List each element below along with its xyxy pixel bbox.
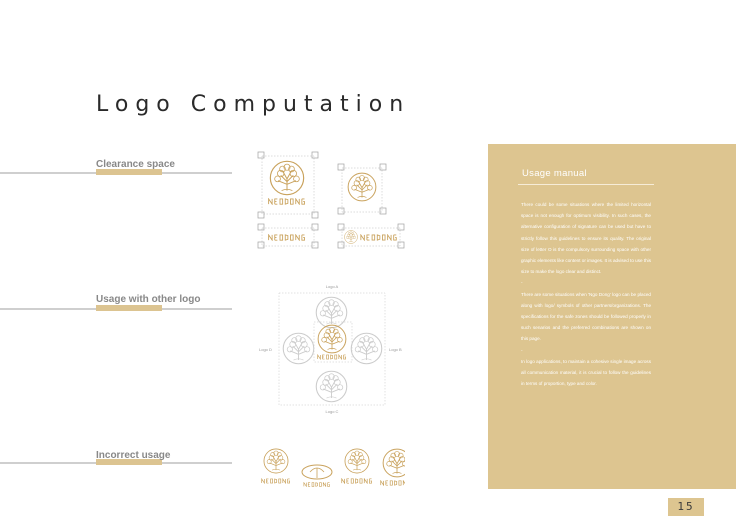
page-title: Logo Computation <box>96 92 411 117</box>
usage-manual-title: Usage manual <box>522 168 587 179</box>
usage-paragraph: In logo applications, to maintain a cohesive single image across all communication material, it is crucial to follow the guidelines in terms of proportion, type and color. <box>521 358 651 387</box>
logo-a-label: Logo A <box>325 284 339 289</box>
incorrect-usage-examples <box>258 444 408 492</box>
usage-paragraph: There are some situations when 'Ngo Dong' logo can be placed along with logo/ symbols of other partners/organizations. The specifications for the safe zones should be followed properly in such senarios and the preferred combinations are shown on this page. <box>521 291 651 342</box>
cropped-logo-example <box>381 449 408 485</box>
page-number: 15 <box>668 498 704 516</box>
section-label-other-logo: Usage with other logo <box>96 294 201 305</box>
paragraph-separator: - <box>521 347 523 353</box>
section-label-clearance: Clearance space <box>96 159 175 170</box>
distorted-logo-example <box>302 465 332 486</box>
usage-paragraph: There could be some situations where the limited horizontal space is not enough for optimum visibility. In such cases, the alternative configuration of signature can be used but have to strictly follow this guidelines to ensure its quality. The original size of letter O is the compulsory surrounding space with other graphic elements like content or images. It is advised to use this size to make the logo clear and distinct. <box>521 202 651 275</box>
clearance-space-illustration <box>252 148 412 252</box>
logo-c-label: Logo C <box>325 409 339 414</box>
paragraph-separator: - <box>521 280 523 286</box>
logo-d-label: Logo D <box>259 347 272 352</box>
panel-title-underline <box>518 184 654 185</box>
usage-manual-text <box>521 199 651 389</box>
usage-with-other-logo-diagram <box>252 280 412 416</box>
section-accent-bar <box>96 305 162 311</box>
section-label-incorrect: Incorrect usage <box>96 450 171 461</box>
logo-b-label: Logo B <box>389 347 402 352</box>
